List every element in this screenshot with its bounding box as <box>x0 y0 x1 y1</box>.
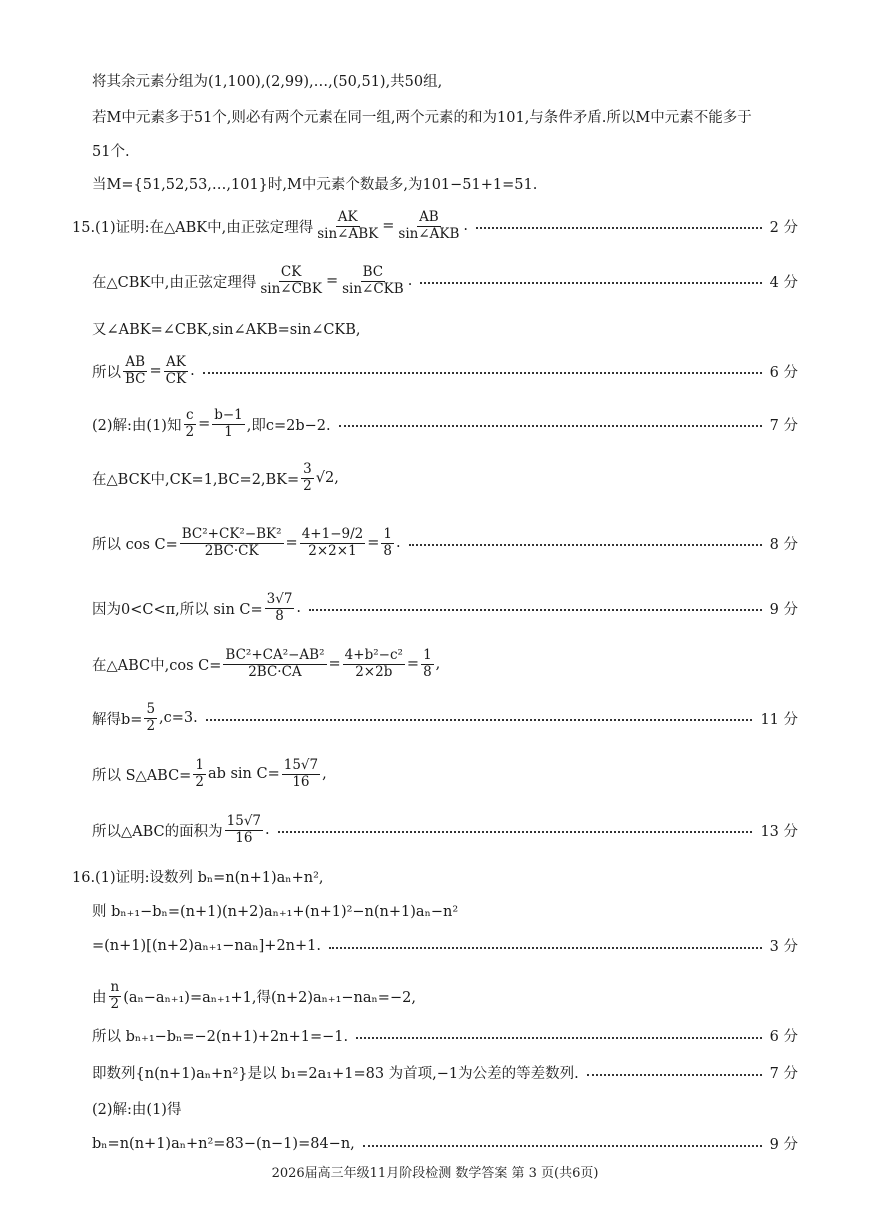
fraction: $\frac{CK}{\text{sin∠CBK}}$ <box>260 264 322 297</box>
score-label: 8 分 <box>769 536 798 553</box>
fraction: $\frac{\text{BC²+CA²−AB²}}{2BC\cdot CA}$ <box>225 647 325 680</box>
fraction: $\frac{b-1}{1}$ <box>214 407 243 440</box>
score-label: 4 分 <box>769 274 798 291</box>
dot-leader <box>476 227 762 229</box>
fraction: $\frac{AK}{\text{sin∠ABK}}$ <box>317 209 379 242</box>
dot-leader <box>206 719 753 721</box>
step-line: 在△ABC中,cos C= $\frac{\text{BC²+CA²−AB²}}{2BC\cdot CA}$ = $\frac{\text{4+b²−c²}}{2\times 2b}$ = $\frac{1}{8}$ , <box>92 647 441 680</box>
text-line: 51个. <box>92 144 130 160</box>
step-line: 所以 bₙ₊₁−bₙ=−2(n+1)+2n+1=−1. 6 分 <box>92 1025 798 1046</box>
fraction: $\frac{BC}{\text{sin∠CKB}}$ <box>342 264 404 297</box>
fraction: $\frac{15√7}{16}$ <box>283 757 319 790</box>
fraction: $\frac{\text{BC²+CK²−BK²}}{2BC\cdot CK}$ <box>181 526 282 559</box>
step-line: 所以 $\frac{AB}{BC}$ = $\frac{AK}{CK}$ . 6 分 <box>92 354 798 387</box>
step-line: 解得b= $\frac{5}{2}$ ,c=3. 11 分 <box>92 701 798 734</box>
page-footer: 2026届高三年级11月阶段检测 数学答案 第 3 页(共6页) <box>271 1166 599 1181</box>
fraction: $\frac{3}{2}$ <box>303 461 312 494</box>
text-line: 将其余元素分组为(1,100),(2,99),…,(50,51),共50组, <box>92 74 443 90</box>
dot-leader <box>420 282 761 284</box>
step-line: (2)解:由(1)知 $\frac{c}{2}$ = $\frac{b-1}{1}$ ,即c=2b−2. 7 分 <box>92 407 798 440</box>
dot-leader <box>339 425 762 427</box>
text-line: 若M中元素多于51个,则必有两个元素在同一组,两个元素的和为101,与条件矛盾.所以M中元素不能多于 <box>92 110 752 126</box>
score-label: 7 分 <box>769 1066 798 1082</box>
text-line: 当M={51,52,53,…,101}时,M中元素个数最多,为101−51+1=51. <box>92 177 538 193</box>
step-line: 因为0<C<π,所以 sin C= $\frac{3√7}{8}$ . 9 分 <box>92 591 798 624</box>
fraction: $\frac{5}{2}$ <box>146 701 156 734</box>
fraction: $\frac{n}{2}$ <box>110 979 120 1012</box>
score-label: 2 分 <box>769 219 798 236</box>
step-line: bₙ=n(n+1)aₙ+n²=83−(n−1)=84−n, 9 分 <box>92 1133 798 1154</box>
fraction: $\frac{4+1-9/2}{2\times 2\times 1}$ <box>301 526 364 559</box>
fraction: $\frac{\text{4+b²−c²}}{2\times 2b}$ <box>344 647 403 680</box>
dot-leader <box>309 609 762 611</box>
score-label: 6 分 <box>769 1029 798 1045</box>
fraction: $\frac{c}{2}$ <box>185 407 195 440</box>
text-line: 则 bₙ₊₁−bₙ=(n+1)(n+2)aₙ₊₁+(n+1)²−n(n+1)aₙ−n² <box>92 904 459 920</box>
step-text: 15.(1)证明:在△ABK中,由正弦定理得 <box>72 219 314 236</box>
fraction: $\frac{3√7}{8}$ <box>266 591 293 624</box>
step-line: 所以 S△ABC= $\frac{1}{2}$ ab sin C= $\frac{15√7}{16}$ , <box>92 757 327 790</box>
step-line: 所以 cos C= $\frac{\text{BC²+CK²−BK²}}{2BC\cdot CK}$ = $\frac{4+1-9/2}{2\times 2\times 1}$ = $\frac{1}{8}$ . 8 分 <box>92 526 798 559</box>
dot-leader <box>363 1145 762 1147</box>
score-label: 3 分 <box>769 939 798 955</box>
step-line: 由 $\frac{n}{2}$ (aₙ−aₙ₊₁)=aₙ₊₁+1,得(n+2)aₙ₊₁−naₙ=−2, <box>92 979 416 1012</box>
score-label: 11 分 <box>760 711 798 728</box>
fraction: $\frac{AB}{\text{sin∠AKB}}$ <box>398 209 460 242</box>
score-label: 7 分 <box>769 417 798 434</box>
step-line: =(n+1)[(n+2)aₙ₊₁−naₙ]+2n+1. 3 分 <box>92 935 798 956</box>
dot-leader <box>409 544 762 546</box>
step-line: 15.(1)证明:在△ABK中,由正弦定理得 $\frac{AK}{\text{sin∠ABK}}$ = $\frac{AB}{\text{sin∠AKB}}$ . 2 分 <box>72 209 798 242</box>
dot-leader <box>278 831 753 833</box>
dot-leader <box>587 1074 762 1076</box>
step-line: 所以△ABC的面积为 $\frac{15√7}{16}$ . 13 分 <box>92 813 798 846</box>
score-label: 13 分 <box>760 823 798 840</box>
fraction: $\frac{1}{8}$ <box>383 526 392 559</box>
score-label: 9 分 <box>769 1137 798 1153</box>
fraction: $\frac{AK}{CK}$ <box>165 354 187 387</box>
text-line: (2)解:由(1)得 <box>92 1102 182 1118</box>
fraction: $\frac{1}{2}$ <box>195 757 204 790</box>
score-label: 6 分 <box>769 364 798 381</box>
step-line: 在△BCK中,CK=1,BC=2,BK= $\frac{3}{2}$ √2, <box>92 461 339 494</box>
dot-leader <box>203 372 762 374</box>
dot-leader <box>356 1037 762 1039</box>
text-line: 16.(1)证明:设数列 bₙ=n(n+1)aₙ+n², <box>72 870 324 886</box>
fraction: $\frac{1}{8}$ <box>423 647 432 680</box>
score-label: 9 分 <box>769 601 798 618</box>
step-line: 即数列{n(n+1)aₙ+n²}是以 b₁=2a₁+1=83 为首项,−1为公差的等差数列. 7 分 <box>92 1062 798 1083</box>
fraction: $\frac{15√7}{16}$ <box>226 813 262 846</box>
text-line: 又∠ABK=∠CBK,sin∠AKB=sin∠CKB, <box>92 322 361 338</box>
step-line: 在△CBK中,由正弦定理得 $\frac{CK}{\text{sin∠CBK}}$ = $\frac{BC}{\text{sin∠CKB}}$ . 4 分 <box>92 264 798 297</box>
dot-leader <box>329 947 762 949</box>
fraction: $\frac{AB}{BC}$ <box>125 354 146 387</box>
